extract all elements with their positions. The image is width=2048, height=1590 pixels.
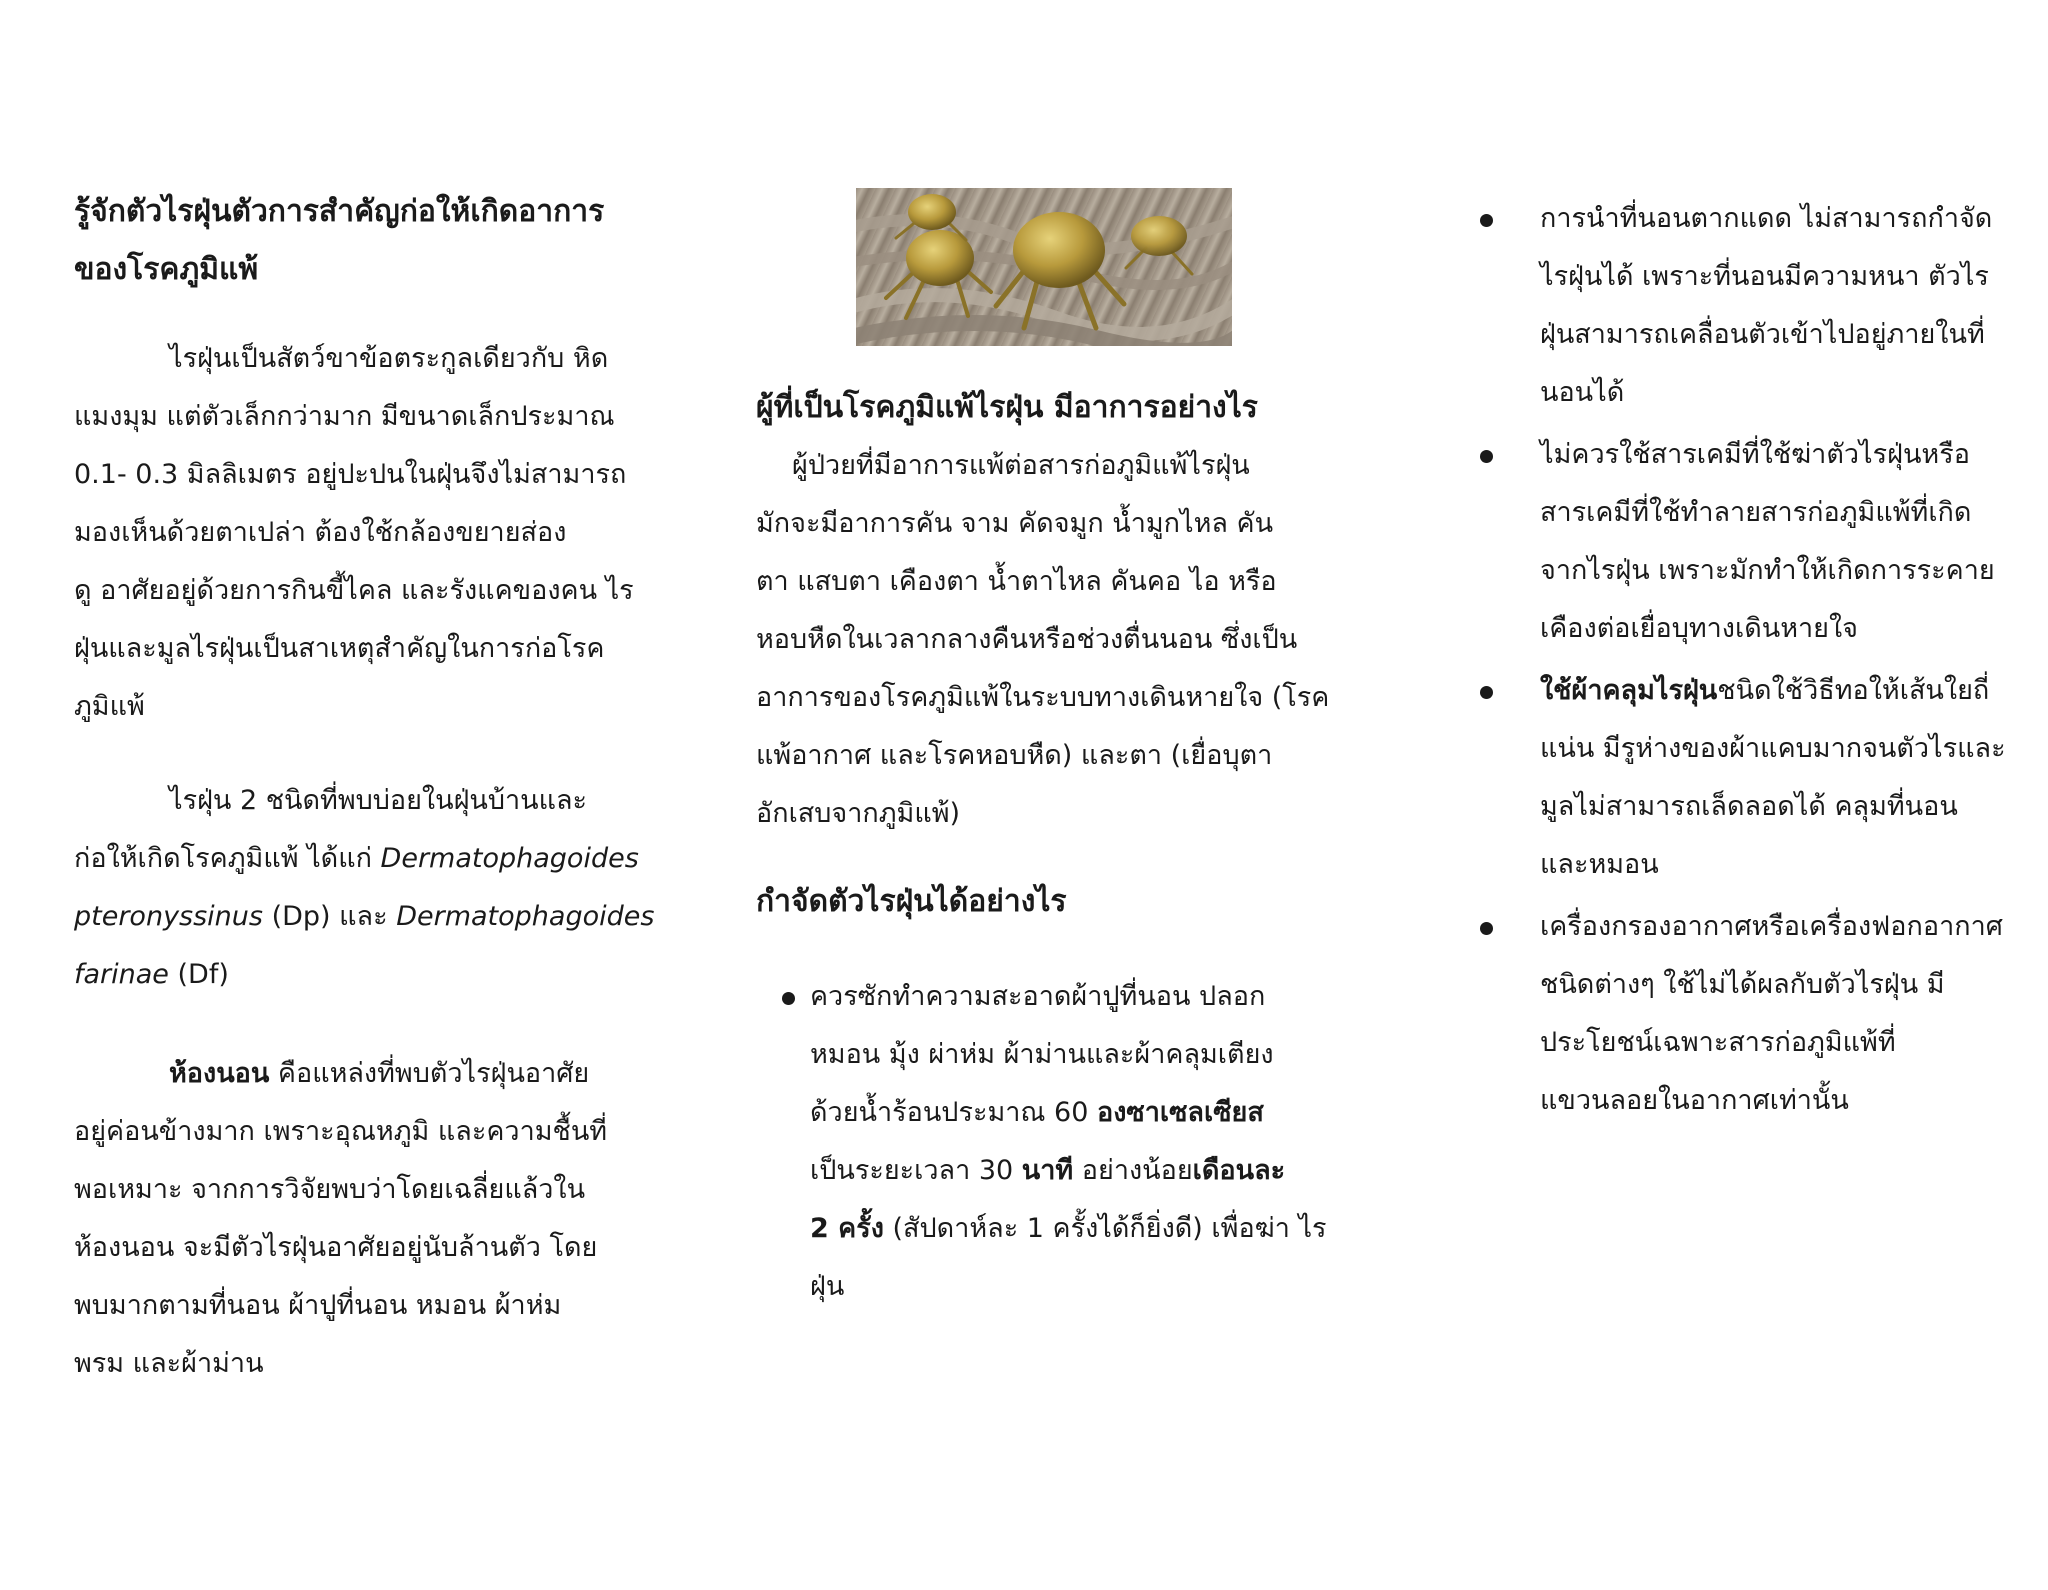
- text-line: [810, 1084, 1327, 1142]
- text-segment: ก่อให้เกิดโรคภูมิแพ้ ได้แก่: [74, 843, 381, 874]
- text-segment: (Df): [168, 959, 229, 990]
- text-line: ชนิดต่างๆ ใช้ไม่ได้ผลกับตัวไรฝุ่น มี: [1540, 969, 1945, 1000]
- text-line: ฝุ่นและมูลไรฝุ่นเป็นสาเหตุสำคัญในการก่อโรค: [74, 633, 605, 664]
- text-line: แน่น มีรูห่างของผ้าแคบมากจนตัวไรและ: [1540, 733, 2006, 764]
- text-segment: (Dp) และ: [262, 901, 397, 932]
- text-segment: อย่างน้อย: [1073, 1155, 1193, 1186]
- paragraph-mite-description: [74, 330, 634, 736]
- paragraph-symptoms: [756, 437, 1329, 843]
- bullet-icon: [1480, 450, 1493, 463]
- text-line: พรม และผ้าม่าน: [74, 1348, 264, 1379]
- text-line: สารเคมีที่ใช้ทำลายสารก่อภูมิแพ้ที่เกิด: [1540, 497, 1972, 528]
- section-heading-removal: กำจัดตัวไรฝุ่นได้อย่างไร: [756, 884, 1067, 919]
- dust-mite-illustration: [856, 188, 1232, 346]
- list-item: [1480, 898, 2006, 1130]
- text-line: นอนได้: [1540, 377, 1625, 408]
- text-line: อยู่ค่อนข้างมาก เพราะอุณหภูมิ และความชื้นที่: [74, 1116, 608, 1147]
- title-line: ของโรคภูมิแพ้: [74, 252, 259, 287]
- bold-term: นาที: [1021, 1155, 1074, 1186]
- section-heading-symptoms: ผู้ที่เป็นโรคภูมิแพ้ไรฝุ่น มีอาการอย่างไร: [756, 390, 1258, 425]
- text-line: ประโยชน์เฉพาะสารก่อภูมิแพ้ที่: [1540, 1027, 1896, 1058]
- advice-bullet-list: [1480, 190, 2006, 1130]
- text-line: ตา แสบตา เคืองตา น้ำตาไหล คันคอ ไอ หรือ: [756, 566, 1277, 597]
- text-line: ไรฝุ่นเป็นสัตว์ขาข้อตระกูลเดียวกับ หิด: [169, 343, 609, 374]
- text-line: ดู อาศัยอยู่ด้วยการกินขี้ไคล และรังแคของคน ไร: [74, 575, 634, 606]
- bold-term: ห้องนอน: [169, 1058, 270, 1089]
- text-segment: ด้วยน้ำร้อนประมาณ 60: [810, 1097, 1097, 1128]
- species-name: Dermatophagoides: [380, 843, 639, 874]
- text-line: หมอน มุ้ง ผ่าห่ม ผ้าม่านและผ้าคลุมเตียง: [810, 1039, 1274, 1070]
- species-name: pteronyssinus: [74, 901, 263, 932]
- list-item: [782, 968, 1327, 1316]
- text-line: และหมอน: [1540, 849, 1659, 880]
- bold-term: องซาเซลเซียส: [1096, 1097, 1264, 1128]
- species-name: Dermatophagoides: [396, 901, 655, 932]
- text-line: มูลไม่สามารถเล็ดลอดได้ คลุมที่นอน: [1540, 791, 1958, 822]
- bold-term: 2 ครั้ง: [810, 1213, 884, 1244]
- text-line: [1540, 662, 2006, 720]
- section-title-about-dust-mites: [74, 183, 604, 299]
- text-line: การนำที่นอนตากแดด ไม่สามารถกำจัด: [1540, 203, 1993, 234]
- text-line: ไรฝุ่นได้ เพราะที่นอนมีความหนา ตัวไร: [1540, 261, 1989, 292]
- paragraph-mite-species: [74, 772, 654, 1004]
- text-line: [74, 1045, 607, 1103]
- bullet-icon: [1480, 686, 1493, 699]
- text-line: ควรซักทำความสะอาดผ้าปูที่นอน ปลอก: [810, 981, 1266, 1012]
- paragraph-bedroom: [74, 1045, 607, 1393]
- text-line: จากไรฝุ่น เพราะมักทำให้เกิดการระคาย: [1540, 555, 1995, 586]
- text-line: [74, 830, 654, 888]
- text-line: อาการของโรคภูมิแพ้ในระบบทางเดินหายใจ (โรค: [756, 682, 1330, 713]
- bullet-icon: [1480, 214, 1493, 227]
- text-line: [74, 888, 654, 946]
- mite-right: [1126, 216, 1192, 274]
- text-line: มองเห็นด้วยตาเปล่า ต้องใช้กล้องขยายส่อง: [74, 517, 567, 548]
- bullet-icon: [782, 992, 795, 1005]
- text-line: พอเหมาะ จากการวิจัยพบว่าโดยเฉลี่ยแล้วใน: [74, 1174, 586, 1205]
- text-line: ภูมิแพ้: [74, 691, 145, 722]
- text-line: [810, 1142, 1327, 1200]
- bullet-icon: [1480, 922, 1493, 935]
- list-item: [1480, 426, 2006, 658]
- text-line: [810, 1200, 1327, 1258]
- text-line: แพ้อากาศ และโรคหอบหืด) และตา (เยื่อบุตา: [756, 740, 1273, 771]
- text-line: ผู้ป่วยที่มีอาการแพ้ต่อสารก่อภูมิแพ้ไรฝุ่น: [792, 450, 1250, 481]
- text-segment: คือแหล่งที่พบตัวไรฝุ่นอาศัย: [269, 1058, 590, 1089]
- text-line: ฝุ่น: [810, 1271, 845, 1302]
- text-line: ฝุ่นสามารถเคลื่อนตัวเข้าไปอยู่ภายในที่: [1540, 319, 1985, 350]
- text-line: ห้องนอน จะมีตัวไรฝุ่นอาศัยอยู่นับล้านตัว โดย: [74, 1232, 598, 1263]
- text-line: ไรฝุ่น 2 ชนิดที่พบบ่อยในฝุ่นบ้านและ: [169, 785, 588, 816]
- text-segment: ชนิดใช้วิธีทอให้เส้นใยถี่: [1717, 675, 1990, 706]
- bold-term: เดือนละ: [1192, 1155, 1286, 1186]
- text-line: 0.1- 0.3 มิลลิเมตร อยู่ปะปนในฝุ่นจึงไม่สามารถ: [74, 459, 627, 490]
- removal-bullet-list: [782, 968, 1327, 1316]
- list-item: [1480, 662, 2006, 894]
- text-line: ไม่ควรใช้สารเคมีที่ใช้ฆ่าตัวไรฝุ่นหรือ: [1540, 439, 1970, 470]
- text-line: มักจะมีอาการคัน จาม คัดจมูก น้ำมูกไหล คัน: [756, 508, 1274, 539]
- bold-term: ใช้ผ้าคลุมไรฝุ่น: [1540, 675, 1718, 706]
- text-line: พบมากตามที่นอน ผ้าปูที่นอน หมอน ผ้าห่ม: [74, 1290, 562, 1321]
- text-segment: (สัปดาห์ละ 1 ครั้งได้ก็ยิ่งดี) เพื่อฆ่า ไร: [883, 1213, 1327, 1244]
- text-line: อักเสบจากภูมิแพ้): [756, 798, 961, 829]
- list-item: [1480, 190, 2006, 422]
- text-line: แขวนลอยในอากาศเท่านั้น: [1540, 1085, 1849, 1116]
- text-line: หอบหืดในเวลากลางคืนหรือช่วงตื่นนอน ซึ่งเป็น: [756, 624, 1298, 655]
- text-line: เคืองต่อเยื่อบุทางเดินหายใจ: [1540, 613, 1858, 644]
- text-line: เครื่องกรองอากาศหรือเครื่องฟอกอากาศ: [1540, 911, 2003, 942]
- text-line: แมงมุม แต่ตัวเล็กกว่ามาก มีขนาดเล็กประมาณ: [74, 401, 615, 432]
- species-name: farinae: [74, 959, 169, 990]
- title-line: รู้จักตัวไรฝุ่นตัวการสำคัญก่อให้เกิดอาการ: [74, 194, 605, 229]
- text-segment: เป็นระยะเวลา 30: [810, 1155, 1022, 1186]
- text-line: [74, 946, 654, 1004]
- dust-mite-photo: [856, 188, 1232, 346]
